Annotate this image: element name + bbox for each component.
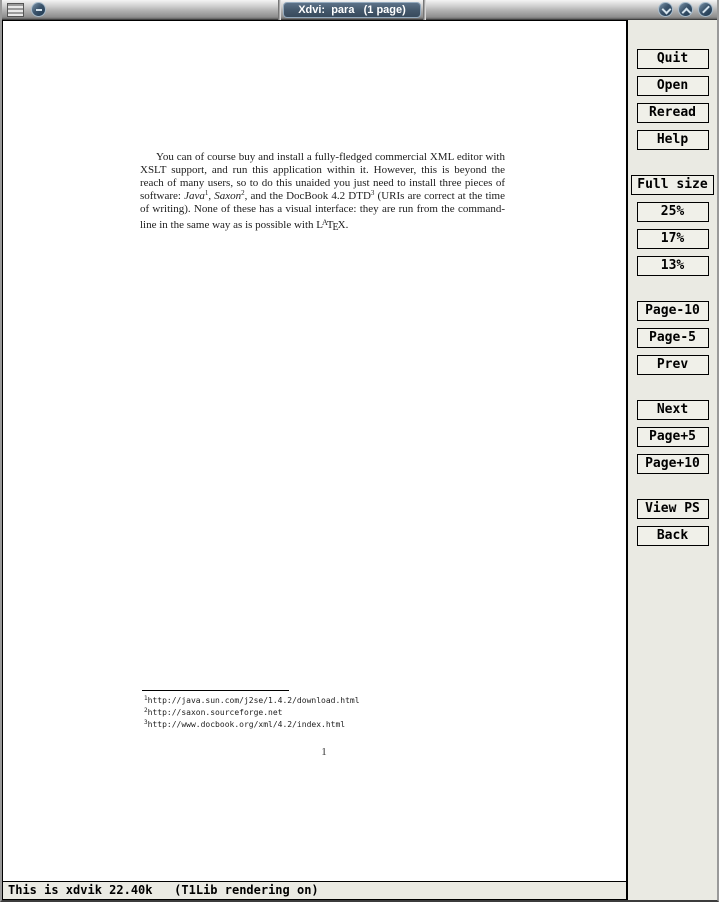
window-controls	[658, 2, 713, 17]
footnote-rule	[142, 690, 289, 691]
sidebar-button-group	[628, 301, 717, 375]
sidebar-button-group	[628, 499, 717, 546]
button-reread[interactable]: Reread	[637, 103, 709, 123]
footnote-item	[144, 694, 474, 706]
sidebar-button-group	[628, 49, 717, 150]
button-quit[interactable]: Quit	[637, 49, 709, 69]
button-13[interactable]: 13%	[637, 256, 709, 276]
paragraph-segment: 3	[370, 189, 375, 197]
footnote-item	[144, 706, 474, 718]
window-title-text: Xdvi: para (1 page)	[298, 3, 406, 16]
close-button[interactable]	[698, 2, 713, 17]
button-page-5[interactable]: Page-5	[637, 328, 709, 348]
paragraph-segment: Saxon	[214, 190, 242, 202]
button-25[interactable]: 25%	[637, 202, 709, 222]
button-view-ps[interactable]: View PS	[637, 499, 709, 519]
latex-logo-char: X	[337, 219, 346, 231]
sidebar	[627, 20, 717, 902]
paragraph-segment: ,	[208, 190, 215, 202]
status-text: This is xdvik 22.40k (T1Lib rendering on)	[8, 883, 319, 897]
latex-logo-char: T	[326, 219, 334, 231]
button-page-10[interactable]: Page+10	[637, 454, 709, 474]
sidebar-button-group	[628, 400, 717, 474]
footnote-marker: 3	[144, 719, 148, 726]
app-icon	[7, 3, 24, 17]
paragraph-segment: 1	[204, 189, 209, 197]
footnote-text: http://www.docbook.org/xml/4.2/index.html	[147, 720, 346, 729]
paragraph-segment: , and the DocBook 4.2 DTD	[244, 190, 371, 202]
document-paragraph	[140, 151, 505, 234]
window-title	[283, 2, 421, 18]
button-next[interactable]: Next	[637, 400, 709, 420]
button-help[interactable]: Help	[637, 130, 709, 150]
latex-logo-char: L	[316, 219, 324, 231]
titlebar	[0, 0, 719, 20]
footnote-item	[144, 718, 474, 730]
button-17[interactable]: 17%	[637, 229, 709, 249]
latex-logo-char: E	[332, 222, 339, 233]
status-bar	[2, 882, 627, 900]
footnote-text: http://java.sun.com/j2se/1.4.2/download.html	[147, 696, 360, 705]
titlebar-spacer-left	[46, 0, 278, 20]
footnote-marker: 1	[144, 695, 148, 702]
button-prev[interactable]: Prev	[637, 355, 709, 375]
footnote-marker: 2	[144, 707, 148, 714]
button-full-size[interactable]: Full size	[631, 175, 713, 195]
dvi-page-view[interactable]	[2, 20, 627, 882]
footnote-text: http://saxon.sourceforge.net	[147, 708, 283, 717]
page-number: 1	[321, 746, 327, 758]
titlebar-divider	[278, 0, 281, 20]
button-page-5[interactable]: Page+5	[637, 427, 709, 447]
window-menu-button[interactable]	[31, 2, 46, 17]
latex-logo-char: A	[322, 218, 328, 227]
paragraph-segment: 2	[241, 189, 245, 197]
button-page-10[interactable]: Page-10	[637, 301, 709, 321]
button-open[interactable]: Open	[637, 76, 709, 96]
sidebar-button-group	[628, 175, 717, 276]
paragraph-segment: (URIs are correct at the time of writing). None of these has a visual interface: they are run from the command-line in the same way as is possible with	[140, 190, 506, 231]
paragraph-segment: .	[345, 219, 349, 231]
footnotes	[144, 694, 474, 730]
paragraph-segment: You can of course buy and install a fully-fledged commercial XML editor with XSLT support, and run this application within it. However, this is beyond the reach of many users, so to do this unaided you just need to install three pieces of software:	[140, 151, 505, 202]
button-back[interactable]: Back	[637, 526, 709, 546]
paragraph-segment: Java	[184, 190, 205, 202]
titlebar-spacer-right	[426, 0, 658, 20]
maximize-button[interactable]	[678, 2, 693, 17]
minimize-button[interactable]	[658, 2, 673, 17]
